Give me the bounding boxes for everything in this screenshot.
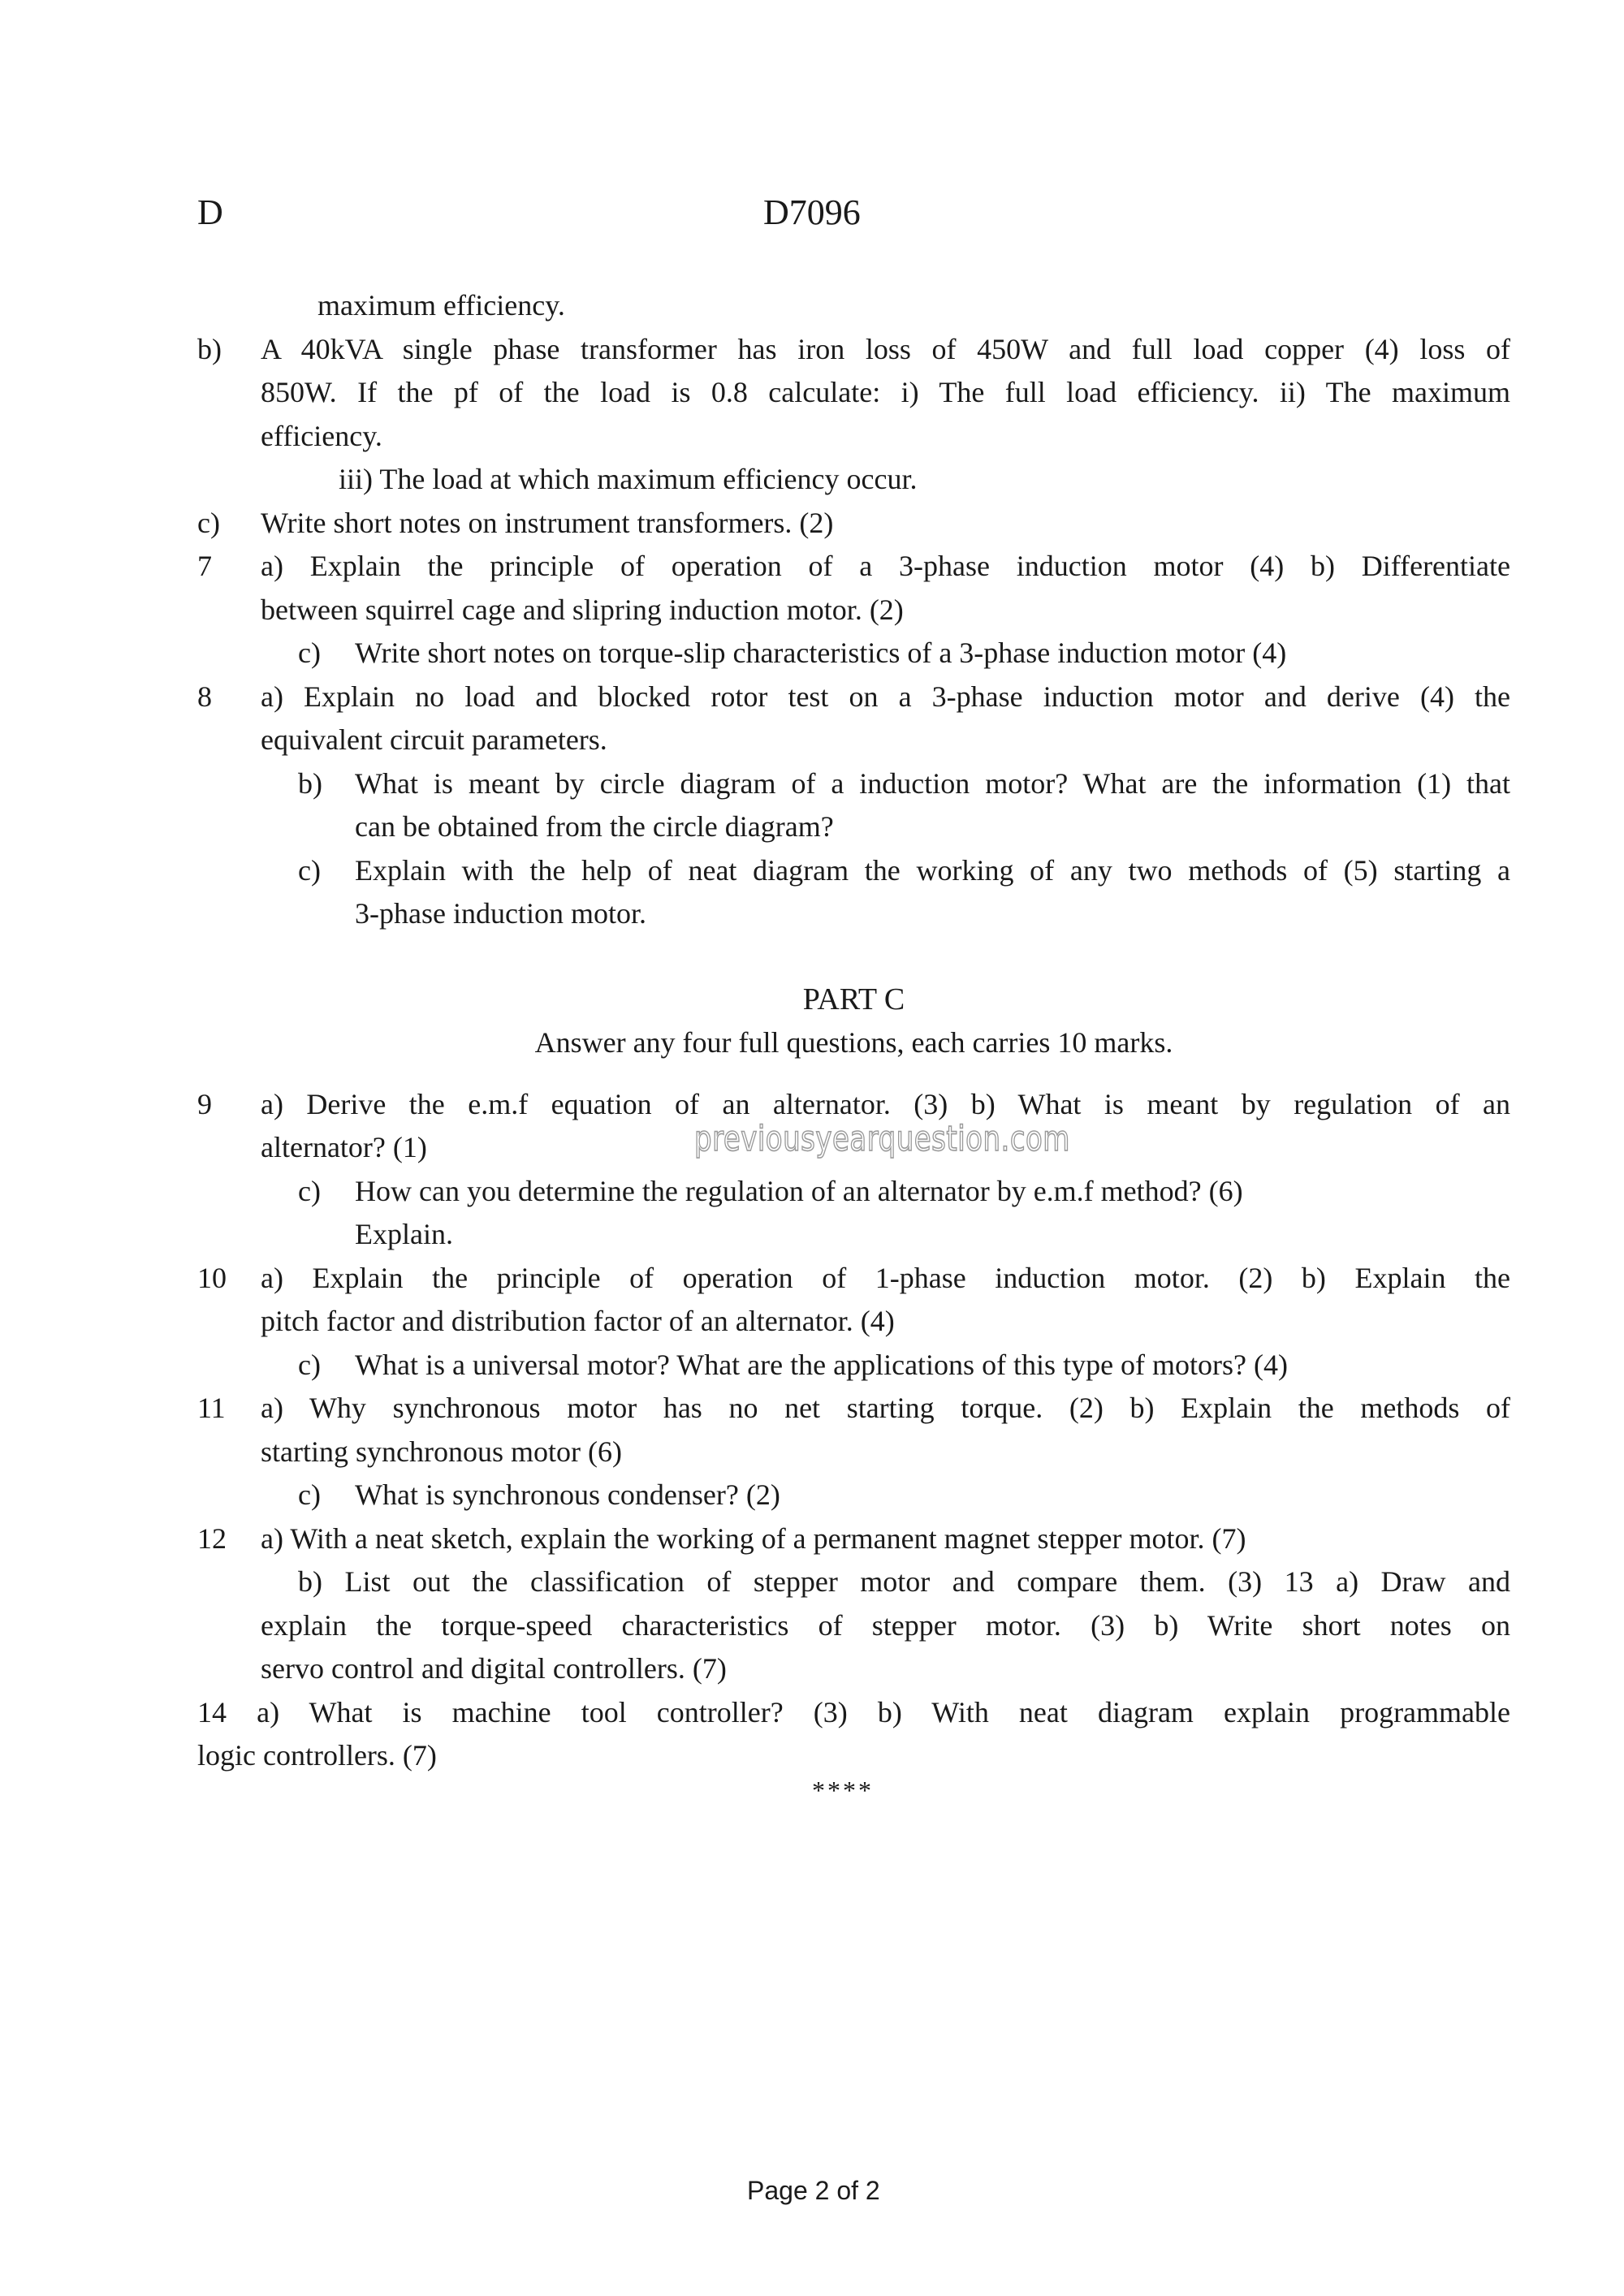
q10c-item xyxy=(197,1344,1510,1388)
part-c-instruction: Answer any four full questions, each carries 10 marks. xyxy=(534,1026,1173,1059)
q10c-text: What is a universal motor? What are the applications of this type of motors? (4) xyxy=(355,1348,1288,1381)
q8c-item xyxy=(197,849,1510,936)
q7c-label: c) xyxy=(298,637,321,669)
q8b-label: b) xyxy=(298,766,322,800)
q7-line-1: a) Explain the principle of operation of a 3-phase induction motor (4) b) Differentiate xyxy=(261,550,1510,582)
q7c-text: Write short notes on torque-slip characteristics of a 3-phase induction motor (4) xyxy=(355,637,1287,669)
q11-line-2: starting synchronous motor (6) xyxy=(261,1435,622,1468)
q9c-label: c) xyxy=(298,1174,321,1207)
q6b-line-1: A 40kVA single phase transformer has iron loss of 450W and full load copper (4) loss of xyxy=(261,332,1510,365)
q6b-text xyxy=(261,328,1510,502)
q11-text xyxy=(261,1387,1510,1474)
q11c-label: c) xyxy=(298,1478,321,1511)
q8b-item xyxy=(197,762,1510,849)
q7-text xyxy=(261,545,1510,632)
q8c-line-2: 3-phase induction motor. xyxy=(355,897,646,930)
q6b-line-3: efficiency. xyxy=(261,419,382,452)
website-watermark: previousyearquestion.com xyxy=(694,1119,1070,1159)
q12-number: 12 xyxy=(197,1521,227,1555)
q10-text xyxy=(261,1257,1510,1344)
q12-line-2: b) List out the classification of stepper motor and compare them. (3) 13 a) Draw and xyxy=(298,1565,1510,1598)
q12-text xyxy=(261,1517,1510,1691)
q9-line-1: a) Derive the e.m.f equation of an alternator. (3) b) What is meant by regulation of an xyxy=(261,1087,1510,1120)
q8b-line-1: What is meant by circle diagram of a induction motor? What are the information (1) that xyxy=(355,766,1510,800)
q8b-line-2: can be obtained from the circle diagram? xyxy=(355,810,834,843)
q6b-label: b) xyxy=(197,332,222,365)
q12-line-4: servo control and digital controllers. (7) xyxy=(261,1652,727,1685)
header-paper-code: D7096 xyxy=(763,192,861,232)
q6b-line-2: 850W. If the pf of the load is 0.8 calculate: i) The full load efficiency. ii) The maximum xyxy=(261,376,1510,408)
q7-number: 7 xyxy=(197,550,212,582)
q10-item xyxy=(197,1257,1510,1344)
q12-line-1: a) With a neat sketch, explain the working of a permanent magnet stepper motor. (7) xyxy=(261,1521,1246,1555)
page-number-footer: Page 2 of 2 xyxy=(747,2176,880,2205)
q7c-item xyxy=(197,632,1510,675)
q6b-line-4: iii) The load at which maximum efficiency occur. xyxy=(339,463,918,495)
question-body xyxy=(197,284,1510,1778)
q8c-line-1: Explain with the help of neat diagram the working of any two methods of (5) starting a xyxy=(355,853,1510,887)
q8-item xyxy=(197,675,1510,762)
q9c-text xyxy=(355,1170,1510,1257)
q9-number: 9 xyxy=(197,1087,212,1120)
q11-line-1: a) Why synchronous motor has no net starting torque. (2) b) Explain the methods of xyxy=(261,1392,1510,1424)
q14-line-2: logic controllers. (7) xyxy=(197,1739,437,1772)
q6c-label: c) xyxy=(197,506,220,539)
q6b-item xyxy=(197,328,1510,502)
q11c-text: What is synchronous condenser? (2) xyxy=(355,1478,780,1511)
q6-continuation-line: maximum efficiency. xyxy=(317,289,565,322)
q10-line-2: pitch factor and distribution factor of an alternator. (4) xyxy=(261,1305,895,1337)
q14-line-1: 14 a) What is machine tool controller? (3) b) With neat diagram explain programmable xyxy=(197,1695,1510,1728)
q8-line-2: equivalent circuit parameters. xyxy=(261,723,607,756)
header-series-letter: D xyxy=(197,192,223,232)
q9c-line-2: Explain. xyxy=(355,1218,453,1250)
q8-line-1: a) Explain no load and blocked rotor test on a 3-phase induction motor and derive (4) the xyxy=(261,680,1510,713)
q8b-text xyxy=(355,762,1510,849)
q8c-label: c) xyxy=(298,853,321,887)
q8-text xyxy=(261,675,1510,762)
q11-item xyxy=(197,1387,1510,1474)
q8c-text xyxy=(355,849,1510,936)
q11-number: 11 xyxy=(197,1392,226,1424)
q6c-item xyxy=(197,502,1510,546)
q12-line-3: explain the torque-speed characteristics of stepper motor. (3) b) Write short notes on xyxy=(261,1608,1510,1642)
q8-number: 8 xyxy=(197,680,212,713)
q7-item xyxy=(197,545,1510,632)
q9-line-2: alternator? (1) xyxy=(261,1131,427,1163)
q12-item xyxy=(197,1517,1510,1691)
q9c-line-1: How can you determine the regulation of an alternator by e.m.f method? (6) xyxy=(355,1174,1243,1207)
q11c-item xyxy=(197,1474,1510,1517)
q6c-text: Write short notes on instrument transformers. (2) xyxy=(261,506,834,539)
q10-line-1: a) Explain the principle of operation of 1-phase induction motor. (2) b) Explain the xyxy=(261,1261,1510,1294)
q7-line-2: between squirrel cage and slipring induction motor. (2) xyxy=(261,593,904,626)
part-c-title: PART C xyxy=(802,982,905,1016)
q10c-label: c) xyxy=(298,1348,321,1381)
end-of-paper-marker: **** xyxy=(812,1776,874,1805)
q10-number: 10 xyxy=(197,1261,227,1294)
q9c-item xyxy=(197,1170,1510,1257)
